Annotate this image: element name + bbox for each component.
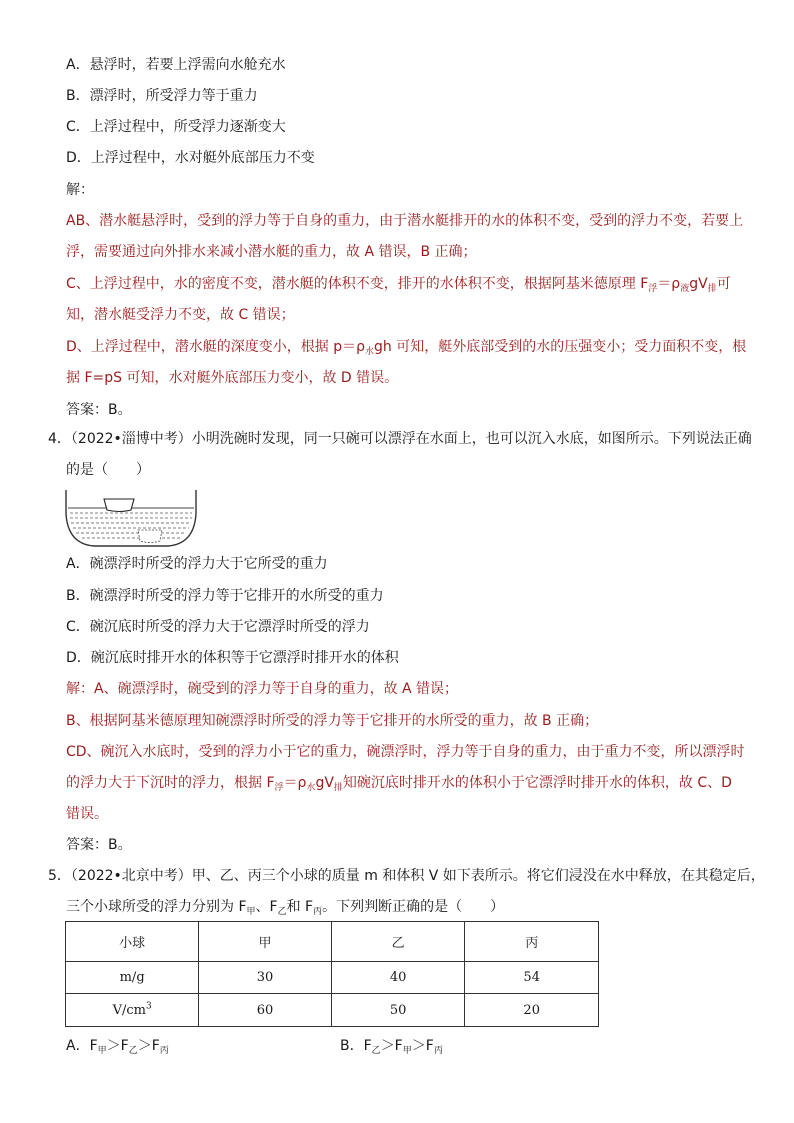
q3-solution-label: 解： <box>66 182 94 198</box>
q4-solution-cd-line2: 的浮力大于下沉时的浮力，根据 $F_浮=\rho_水gV_排$知碗沉底时排开水的体积小于它漂浮时排开水的体积，故 C、D <box>66 775 732 793</box>
q5-stem-line2: 三个小球所受的浮力分别为 $F_甲$、$F_乙$和 $F_丙$。下列判断正确的是（ ） <box>66 899 505 917</box>
table-row-label: $V/cm^3$ <box>66 994 199 1027</box>
q4-solution-a: 解：A、碗漂浮时，碗受到的浮力等于自身的重力，故 A 错误； <box>66 681 459 697</box>
q5-stem-line1: 5．（2022•北京中考）甲、乙、丙三个小球的质量 m 和体积 V 如下表所示。将它们浸没在水中释放，在其稳定后， <box>48 868 765 884</box>
table-cell: 60 <box>199 994 332 1027</box>
table-header-cell: 丙 <box>465 922 599 962</box>
q3-solution-d-line1: D、上浮过程中，潜水艇的深度变小，根据 $p=\rho_水gh$ 可知，艇外底部受到的水的压强变小；受力面积不变，根 <box>66 339 747 357</box>
q5-option-a: A．$F_甲>F_乙>F_丙$ <box>66 1038 169 1056</box>
table-cell: 40 <box>331 961 465 994</box>
q3-solution-d-line2: 据 F=pS 可知，水对艇外底部压力变小，故 D 错误。 <box>66 370 399 386</box>
q4-option-d: D．碗沉底时排开水的体积等于它漂浮时排开水的体积 <box>66 650 399 666</box>
q4-stem-line2: 的是（ ） <box>66 462 150 478</box>
q4-solution-cd-line1: CD、碗沉入水底时，受到的浮力小于它的重力，碗漂浮时，浮力等于自身的重力，由于重力不变，所以漂浮时 <box>66 744 745 760</box>
q3-option-b: B．漂浮时，所受浮力等于重力 <box>66 88 258 104</box>
table-header-cell: 小球 <box>66 922 199 962</box>
q4-option-c: C．碗沉底时所受的浮力大于它漂浮时所受的浮力 <box>66 619 370 635</box>
table-header-row <box>66 922 599 962</box>
sunken-bowl <box>138 530 162 543</box>
table-row-volume <box>66 994 599 1027</box>
q4-solution-cd-line3: 错误。 <box>66 806 108 822</box>
table-cell: 20 <box>465 994 599 1027</box>
q4-solution-b: B、根据阿基米德原理知碗漂浮时所受的浮力等于它排开的水所受的重力，故 B 正确； <box>66 713 599 729</box>
bowl-in-basin-figure <box>64 486 198 548</box>
q3-solution-ab-line1: AB、潜水艇悬浮时，受到的浮力等于自身的重力，由于潜水艇排开的水的体积不变，受到的浮力不变，若要上 <box>66 213 744 229</box>
q4-option-a: A．碗漂浮时所受的浮力大于它所受的重力 <box>66 556 328 572</box>
q3-answer: 答案：B。 <box>66 402 132 418</box>
q3-option-d: D．上浮过程中，水对艇外底部压力不变 <box>66 150 315 166</box>
q3-solution-c-line1: C、上浮过程中，水的密度不变，潜水艇的体积不变，排开的水体积不变，根据阿基米德原理 $F_浮=\rho_液gV_排$可 <box>66 276 731 294</box>
q3-option-c: C．上浮过程中，所受浮力逐渐变大 <box>66 119 286 135</box>
q5-option-b: B．$F_乙>F_甲>F_丙$ <box>340 1038 443 1056</box>
q4-answer: 答案：B。 <box>66 837 132 853</box>
table-cell: 30 <box>199 961 332 994</box>
q3-option-a: A．悬浮时，若要上浮需向水舱充水 <box>66 57 286 73</box>
q4-option-b: B．碗漂浮时所受的浮力等于它排开的水所受的重力 <box>66 588 384 604</box>
table-row-mass <box>66 961 599 994</box>
table-header-cell: 乙 <box>331 922 465 962</box>
table-cell: 50 <box>331 994 465 1027</box>
q3-solution-c-line2: 知，潜水艇受浮力不变，故 C 错误； <box>66 307 295 323</box>
ball-data-table <box>65 921 599 1027</box>
table-header-cell: 甲 <box>199 922 332 962</box>
q4-stem-line1: 4．（2022•淄博中考）小明洗碗时发现，同一只碗可以漂浮在水面上，也可以沉入水底，如图所示。下列说法正确 <box>48 431 752 447</box>
table-row-label: m/g <box>66 961 199 994</box>
floating-bowl <box>104 499 134 512</box>
q3-solution-ab-line2: 浮，需要通过向外排水来减小潜水艇的重力，故 A 错误，B 正确； <box>66 244 477 260</box>
table-cell: 54 <box>465 961 599 994</box>
